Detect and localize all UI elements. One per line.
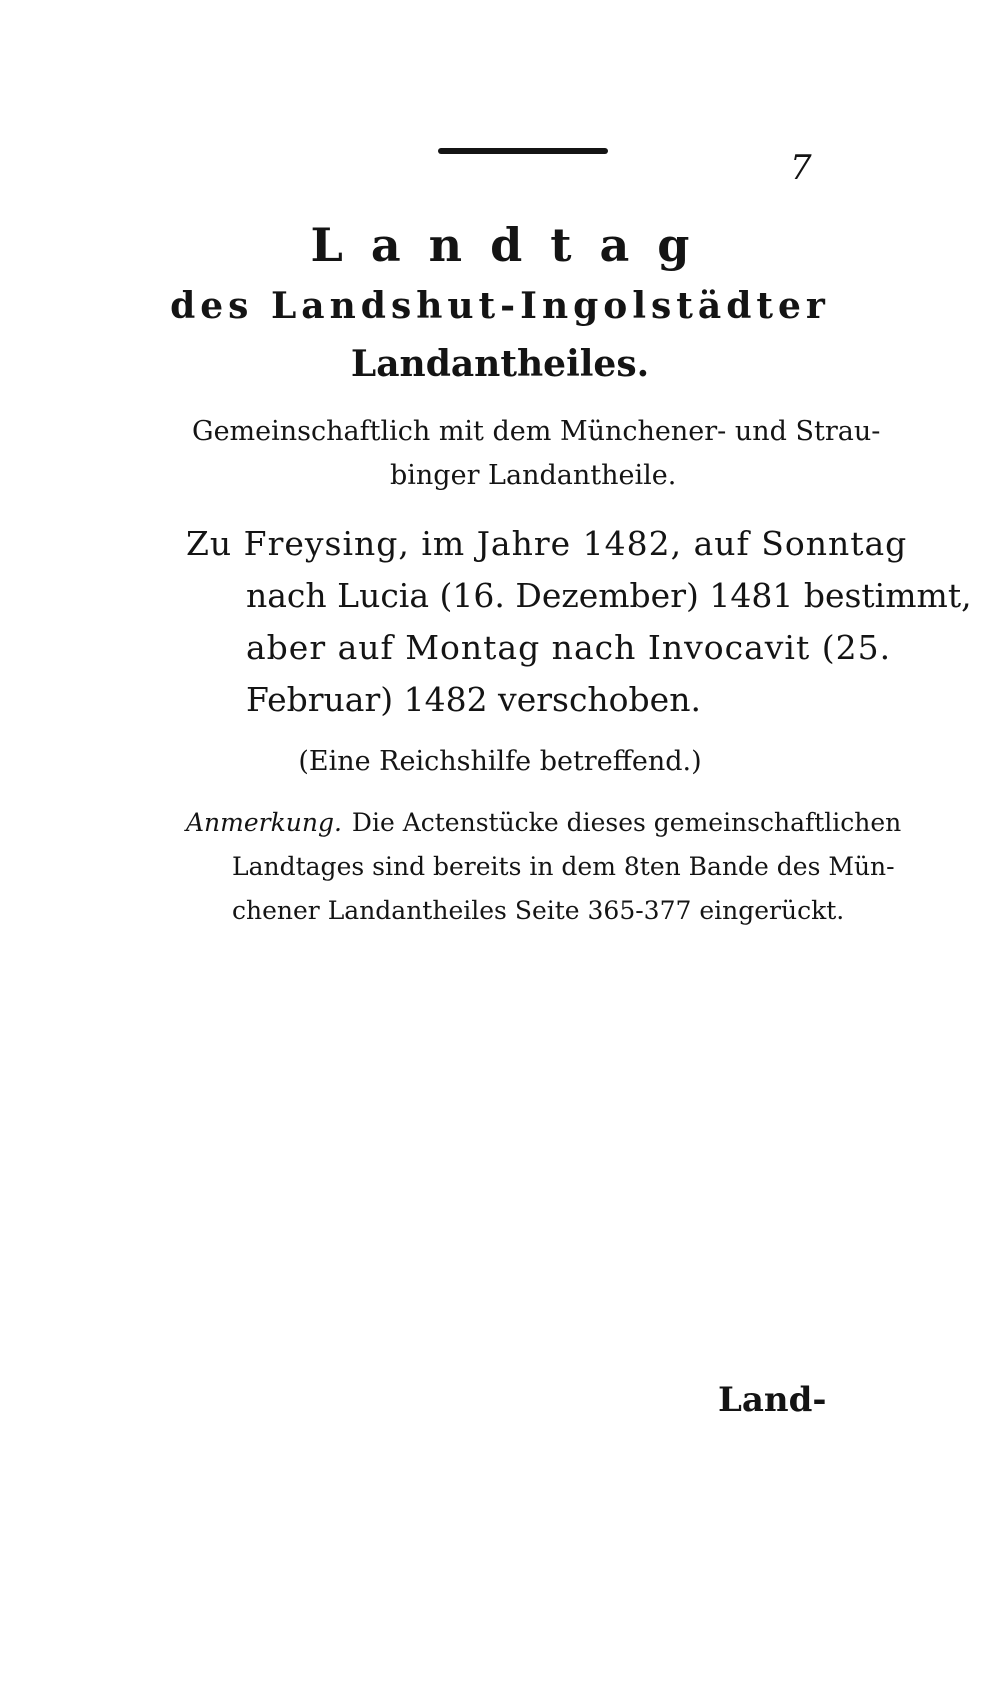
subtitle-line-1: des Landshut-Ingolstädter [170,285,830,327]
body-line-3: aber auf Montag nach Invocavit (25. [246,628,892,667]
remark-label: Anmerkung. [186,808,342,837]
concern-line: (Eine Reichshilfe betreffend.) [298,746,702,777]
remark-line-2: Landtages sind bereits in dem 8ten Bande des Mün- [232,852,895,881]
page-title: Landtag [310,218,718,272]
note-line-2: binger Landantheile. [390,460,677,491]
catchword: Land- [718,1380,827,1420]
body-line-2: nach Lucia (16. Dezember) 1481 bestimmt, [246,576,972,615]
header-rule [438,148,608,154]
body-line-4: Februar) 1482 verschoben. [246,680,701,719]
note-line-1: Gemeinschaftlich mit dem Münchener- und Strau- [192,416,881,447]
remark-line-1 [186,808,901,837]
page-number: 7 [790,148,812,188]
subtitle-line-2: Landantheiles. [350,343,650,385]
body-line-1: Zu Freysing, im Jahre 1482, auf Sonntag [186,524,908,563]
remark-text-1: Die Actenstücke dieses gemeinschaftlichen [351,808,902,837]
remark-line-3: chener Landantheiles Seite 365-377 eingerückt. [232,896,845,925]
